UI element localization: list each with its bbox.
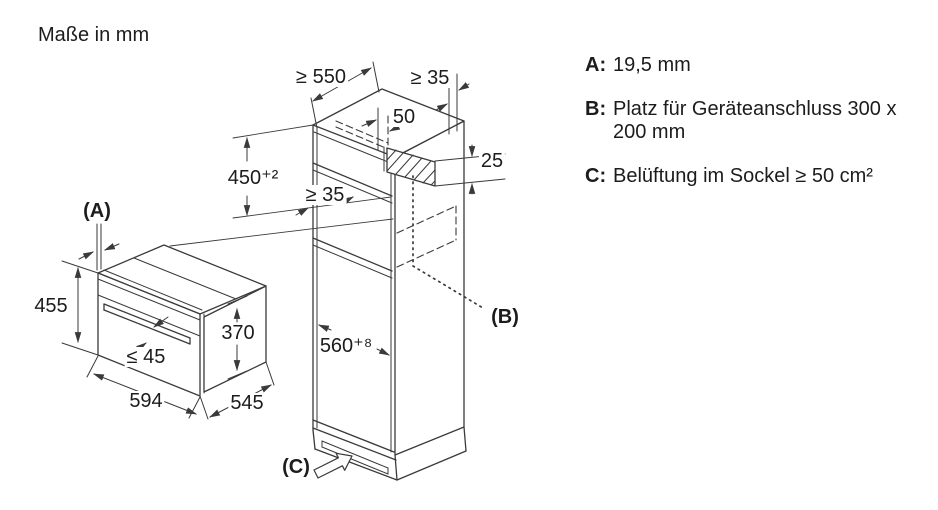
- label-niche-width: 560⁺⁸: [319, 335, 373, 357]
- legend-item-c: [585, 165, 930, 188]
- label-ref-b: (B): [491, 306, 519, 328]
- label-handle-depth: ≤ 45: [126, 346, 166, 368]
- legend-item-a: [585, 54, 930, 77]
- legend-text-b: Platz für Geräteanschluss 300 x 200 mm: [613, 98, 897, 143]
- cabinet-drawing: [233, 62, 505, 480]
- plinth-vent-arrow: [314, 453, 352, 478]
- legend-text-c: Belüftung im Sockel ≥ 50 cm²: [613, 165, 873, 187]
- legend-key-c: C:: [585, 165, 607, 187]
- label-cabinet-depth: ≥ 550: [296, 66, 346, 88]
- label-rear-wall-gap: ≥ 35: [410, 67, 450, 89]
- label-connection-width: 50: [392, 106, 416, 128]
- label-oven-height: 455: [34, 295, 68, 317]
- projection-line-top: [170, 219, 393, 246]
- legend: [585, 54, 930, 188]
- dim-front-gap: [79, 224, 119, 270]
- oven-drawing: [62, 219, 393, 419]
- legend-key-b: B:: [585, 98, 607, 120]
- legend-text-a: 19,5 mm: [613, 54, 691, 76]
- label-shelf-rear-gap: ≥ 35: [305, 184, 345, 206]
- legend-key-a: A:: [585, 54, 607, 76]
- label-ref-c: (C): [282, 456, 310, 478]
- label-oven-body-height: 370: [221, 322, 255, 344]
- label-oven-width: 594: [129, 390, 163, 412]
- label-niche-height: 450⁺²: [227, 167, 279, 189]
- label-oven-depth: 545: [230, 392, 264, 414]
- legend-item-b: [585, 98, 930, 144]
- label-connection-offset: 25: [480, 150, 504, 172]
- diagram-title: Maße in mm: [38, 24, 150, 46]
- label-ref-a: (A): [83, 200, 111, 222]
